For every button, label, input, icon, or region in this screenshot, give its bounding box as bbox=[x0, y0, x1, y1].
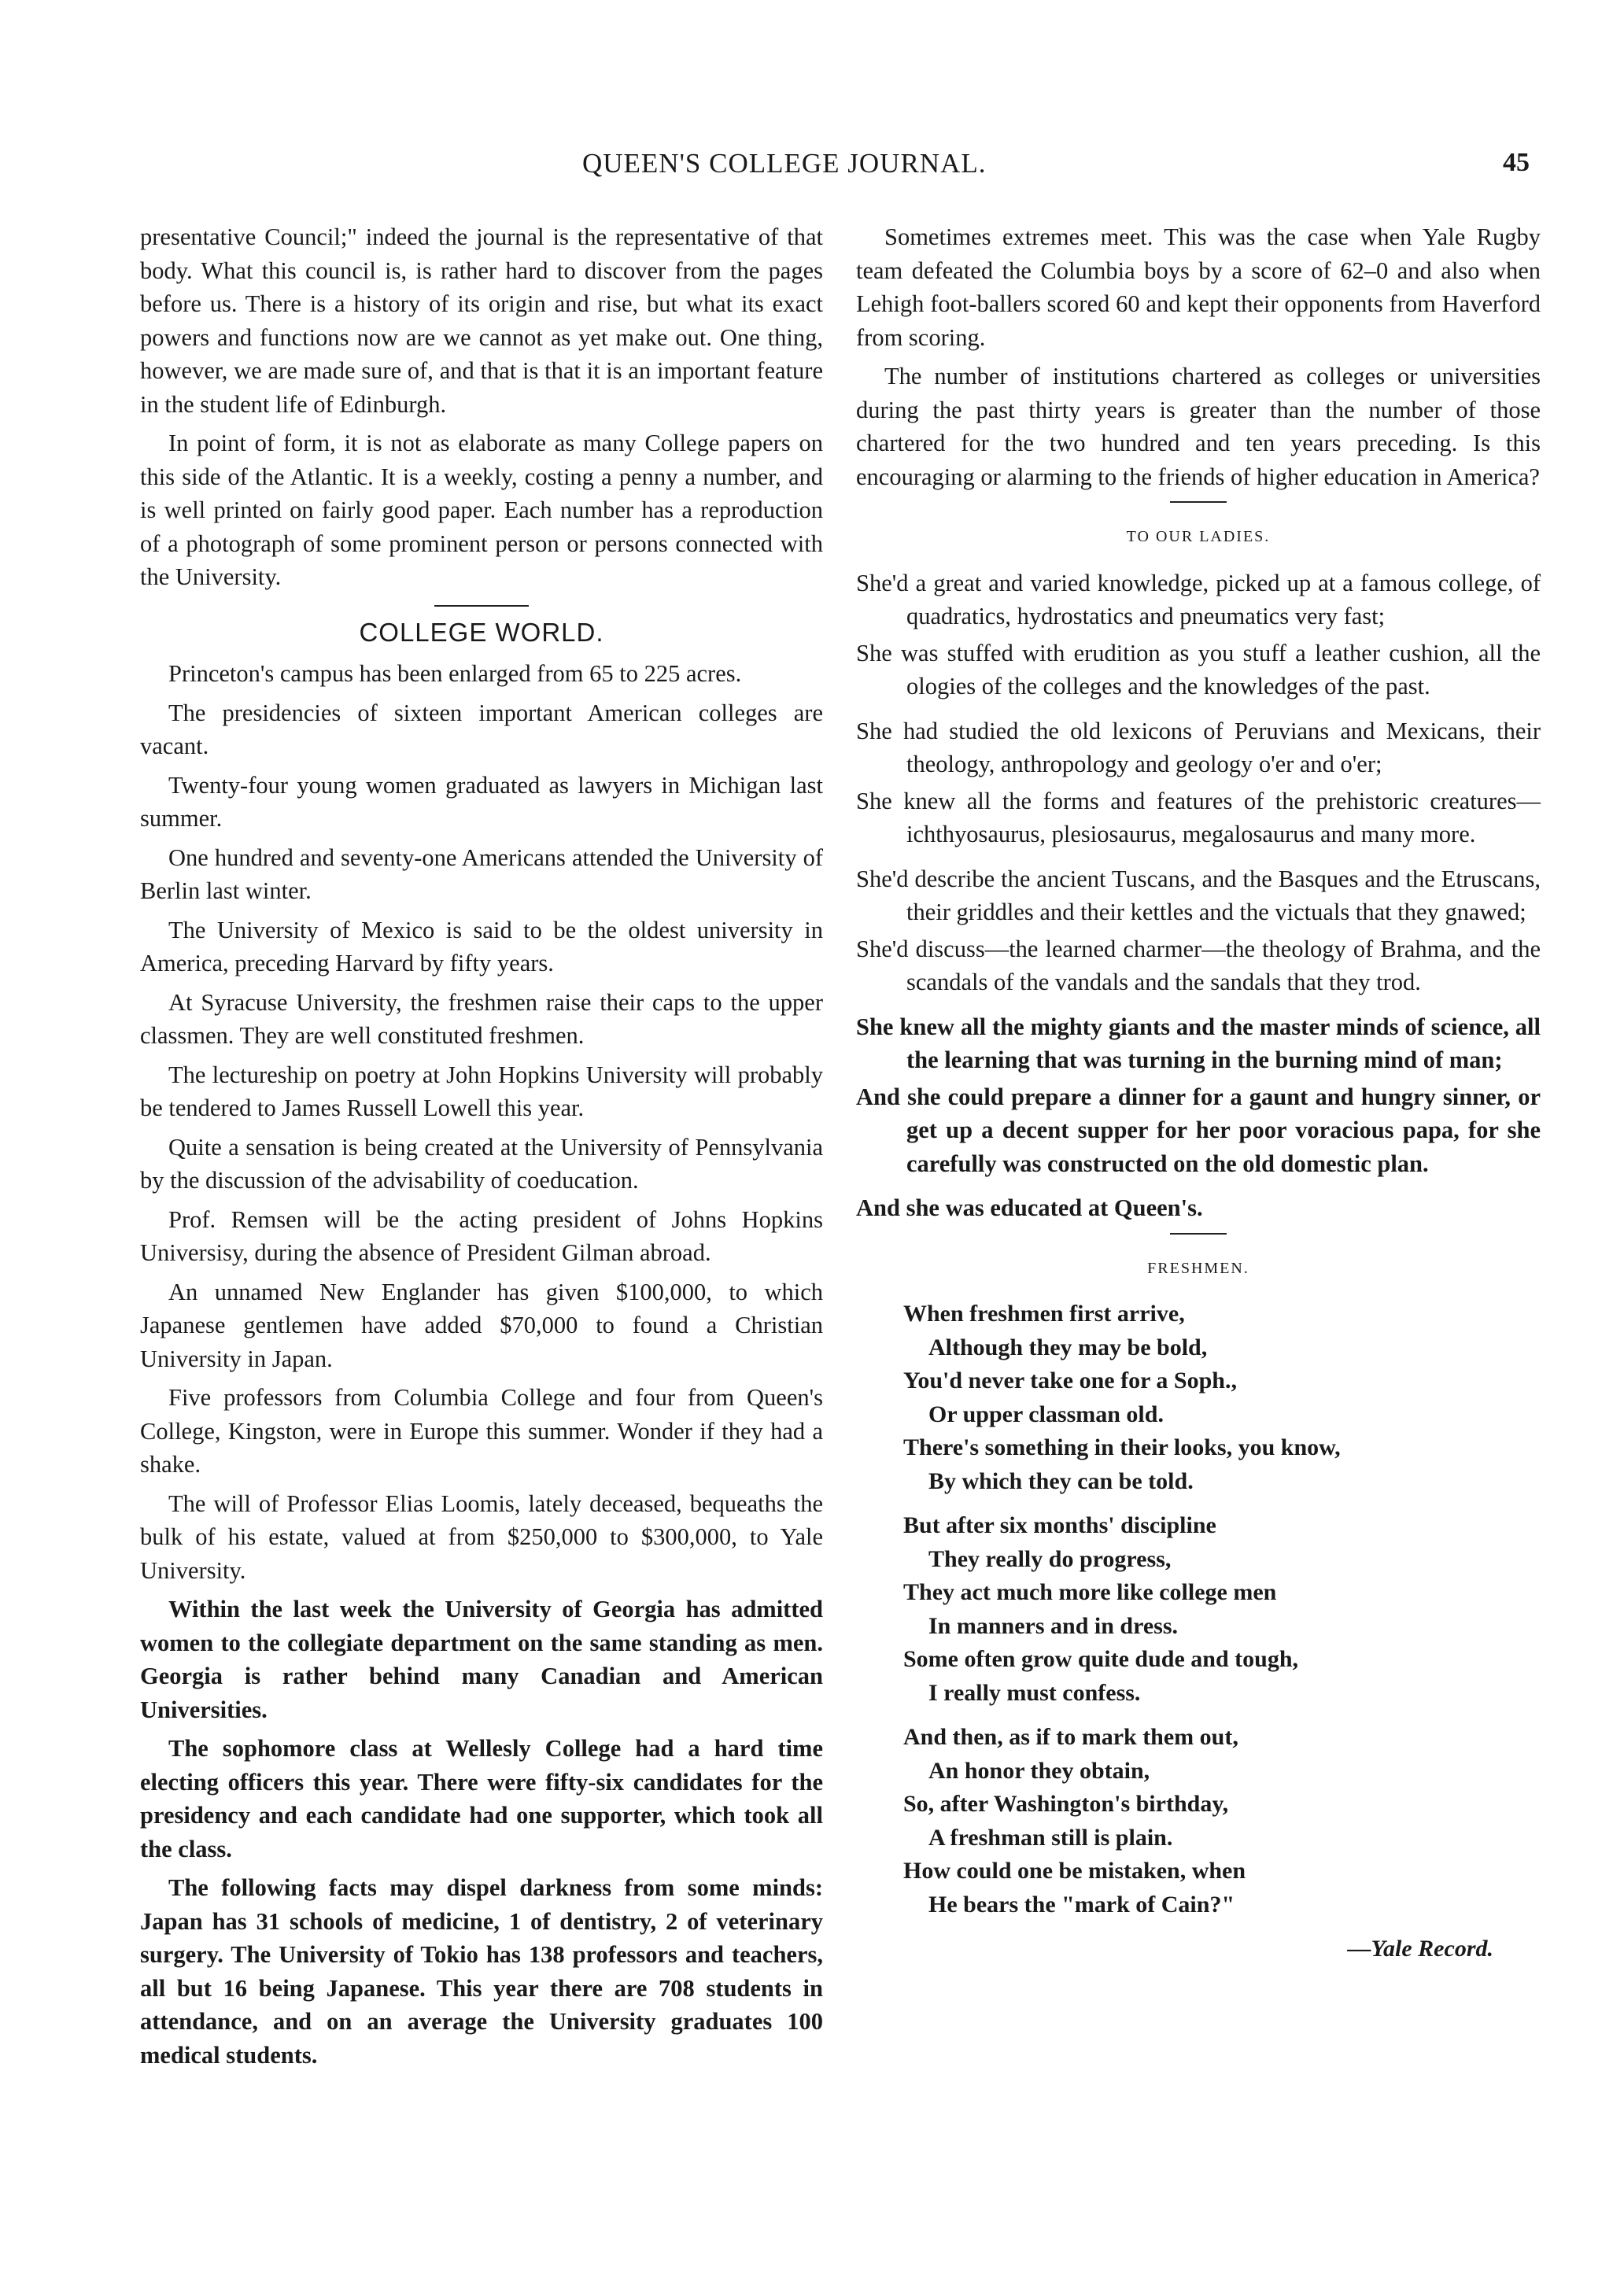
news-item: Princeton's campus has been enlarged from 65 to 225 acres. bbox=[168, 660, 742, 687]
freshmen-poem bbox=[903, 1297, 1541, 1966]
left-column bbox=[140, 220, 823, 2077]
verse: She knew all the forms and features of the prehistoric creatures—ichthyosaurus, plesiosaurus, megalosaurus and many more. bbox=[856, 787, 1541, 847]
intro-paragraph-1: presentative Council;" indeed the journal is the representative of that body. What this council is, is rather hard to discover from the pages before us. There is a history of its origin and rise, but what its exact powers and functions now are we cannot as yet make out. One thing, however, we are made sure of, and that is that it is an important feature in the student life of Edinburgh. bbox=[140, 223, 823, 418]
news-item: The lectureship on poetry at John Hopkins University will probably be tendered to James Russell Lowell this year. bbox=[140, 1061, 823, 1121]
verse: When freshmen first arrive, bbox=[903, 1301, 1185, 1327]
page-number: 45 bbox=[1503, 148, 1530, 177]
verse: She had studied the old lexicons of Peruvians and Mexicans, their theology, anthropology and geology o'er and o'er; bbox=[856, 717, 1541, 777]
verse: An honor they obtain, bbox=[928, 1757, 1150, 1784]
verse: So, after Washington's birthday, bbox=[903, 1791, 1229, 1817]
poem-stanza bbox=[856, 862, 1541, 999]
verse: And she could prepare a dinner for a gaunt and hungry sinner, or get up a decent supper for her poor voracious papa, for she carefully was constructed on the old domestic plan. bbox=[856, 1083, 1541, 1177]
news-item-bold: The following facts may dispel darkness from some minds: Japan has 31 schools of medicine, 1 of dentistry, 2 of veterinary surgery. The University of Tokio has 138 professors and teachers, all but 16 being Japanese. This year there are 708 students in attendance, and on an average the University graduates 100 medical students. bbox=[140, 1874, 823, 2069]
verse: A freshman still is plain. bbox=[928, 1824, 1173, 1851]
running-head bbox=[0, 148, 1624, 187]
section-divider bbox=[434, 605, 529, 607]
verse: You'd never take one for a Soph., bbox=[903, 1368, 1237, 1393]
poem-title: TO OUR LADIES. bbox=[1126, 528, 1271, 545]
poem-stanza bbox=[903, 1721, 1541, 1921]
verse: Some often grow quite dude and tough, bbox=[903, 1646, 1299, 1672]
poem-divider bbox=[1170, 1233, 1227, 1235]
poem-stanza bbox=[856, 714, 1541, 851]
verse: She'd describe the ancient Tuscans, and the Basques and the Etruscans, their griddles and their kettles and the victuals that they gnawed; bbox=[856, 865, 1541, 925]
verse: By which they can be told. bbox=[928, 1467, 1194, 1494]
verse: How could one be mistaken, when bbox=[903, 1858, 1246, 1884]
journal-title: QUEEN'S COLLEGE JOURNAL. bbox=[582, 148, 987, 179]
news-item-bold: The sophomore class at Wellesly College had a hard time electing officers this year. There were fifty-six candidates for the presidency and each candidate had one supporter, which took all the class. bbox=[140, 1735, 823, 1862]
poem-attribution: —Yale Record. bbox=[1347, 1936, 1493, 1962]
poem-title: FRESHMEN. bbox=[1147, 1259, 1249, 1277]
verse: And then, as if to mark them out, bbox=[903, 1724, 1238, 1750]
news-item: Twenty-four young women graduated as lawyers in Michigan last summer. bbox=[140, 771, 823, 832]
news-item: Prof. Remsen will be the acting president of Johns Hopkins Universisy, during the absence of President Gilman abroad. bbox=[140, 1205, 823, 1266]
verse: There's something in their looks, you know, bbox=[903, 1434, 1341, 1460]
verse: In manners and in dress. bbox=[928, 1612, 1179, 1639]
verse: He bears the "mark of Cain?" bbox=[928, 1891, 1235, 1918]
news-item-bold: Within the last week the University of Georgia has admitted women to the collegiate department on the same standing as men. Georgia is rather behind many Canadian and American Universities. bbox=[140, 1596, 823, 1723]
poem-stanza bbox=[856, 567, 1541, 703]
news-item: Quite a sensation is being created at the University of Pennsylvania by the discussion of the advisability of coeducation. bbox=[140, 1133, 823, 1194]
section-heading: COLLEGE WORLD. bbox=[359, 617, 604, 647]
news-item: At Syracuse University, the freshmen raise their caps to the upper classmen. They are well constituted freshmen. bbox=[140, 988, 823, 1049]
verse: They really do progress, bbox=[928, 1545, 1172, 1572]
right-paragraph-2: The number of institutions chartered as colleges or universities during the past thirty years is greater than the number of those chartered for the two hundred and ten years preceding. Is this encouraging or alarming to the friends of higher education in America? bbox=[856, 363, 1541, 490]
right-column bbox=[856, 220, 1541, 1966]
poem-divider bbox=[1170, 501, 1227, 503]
news-item: Five professors from Columbia College and four from Queen's College, Kingston, were in Europe this summer. Wonder if they had a shake. bbox=[140, 1384, 823, 1478]
poem-stanza bbox=[903, 1509, 1541, 1710]
news-item: The will of Professor Elias Loomis, lately deceased, bequeaths the bulk of his estate, valued at from $250,000 to $300,000, to Yale University. bbox=[140, 1489, 823, 1584]
verse: She'd a great and varied knowledge, picked up at a famous college, of quadratics, hydrostatics and pneumatics very fast; bbox=[856, 569, 1541, 629]
verse: Or upper classman old. bbox=[928, 1401, 1164, 1427]
news-item: The presidencies of sixteen important American colleges are vacant. bbox=[140, 699, 823, 759]
intro-paragraph-2: In point of form, it is not as elaborate as many College papers on this side of the Atlantic. It is a weekly, costing a penny a number, and is well printed on fairly good paper. Each number has a reproduction of a photograph of some prominent person or persons connected with the University. bbox=[140, 430, 823, 590]
verse: Although they may be bold, bbox=[928, 1334, 1208, 1360]
right-paragraph-1: Sometimes extremes meet. This was the case when Yale Rugby team defeated the Columbia boys by a score of 62–0 and also when Lehigh foot-ballers scored 60 and kept their opponents from Haverford from scoring. bbox=[856, 223, 1541, 351]
verse: I really must confess. bbox=[928, 1679, 1141, 1706]
poem-last-line: And she was educated at Queen's. bbox=[856, 1194, 1203, 1221]
news-item: An unnamed New Englander has given $100,000, to which Japanese gentlemen have added $70,000 to found a Christian University in Japan. bbox=[140, 1278, 823, 1372]
verse: They act much more like college men bbox=[903, 1579, 1277, 1605]
verse: But after six months' discipline bbox=[903, 1512, 1216, 1538]
poem-stanza bbox=[856, 1010, 1541, 1181]
news-item: The University of Mexico is said to be the oldest university in America, preceding Harvard by fifty years. bbox=[140, 916, 823, 976]
news-item: One hundred and seventy-one Americans attended the University of Berlin last winter. bbox=[140, 843, 823, 904]
verse: She'd discuss—the learned charmer—the theology of Brahma, and the scandals of the vandals and the sandals that they trod. bbox=[856, 935, 1541, 995]
verse: She knew all the mighty giants and the master minds of science, all the learning that was turning in the burning mind of man; bbox=[856, 1013, 1541, 1073]
poem-stanza bbox=[903, 1297, 1541, 1498]
verse: She was stuffed with erudition as you stuff a leather cushion, all the ologies of the colleges and the knowledges of the past. bbox=[856, 639, 1541, 700]
